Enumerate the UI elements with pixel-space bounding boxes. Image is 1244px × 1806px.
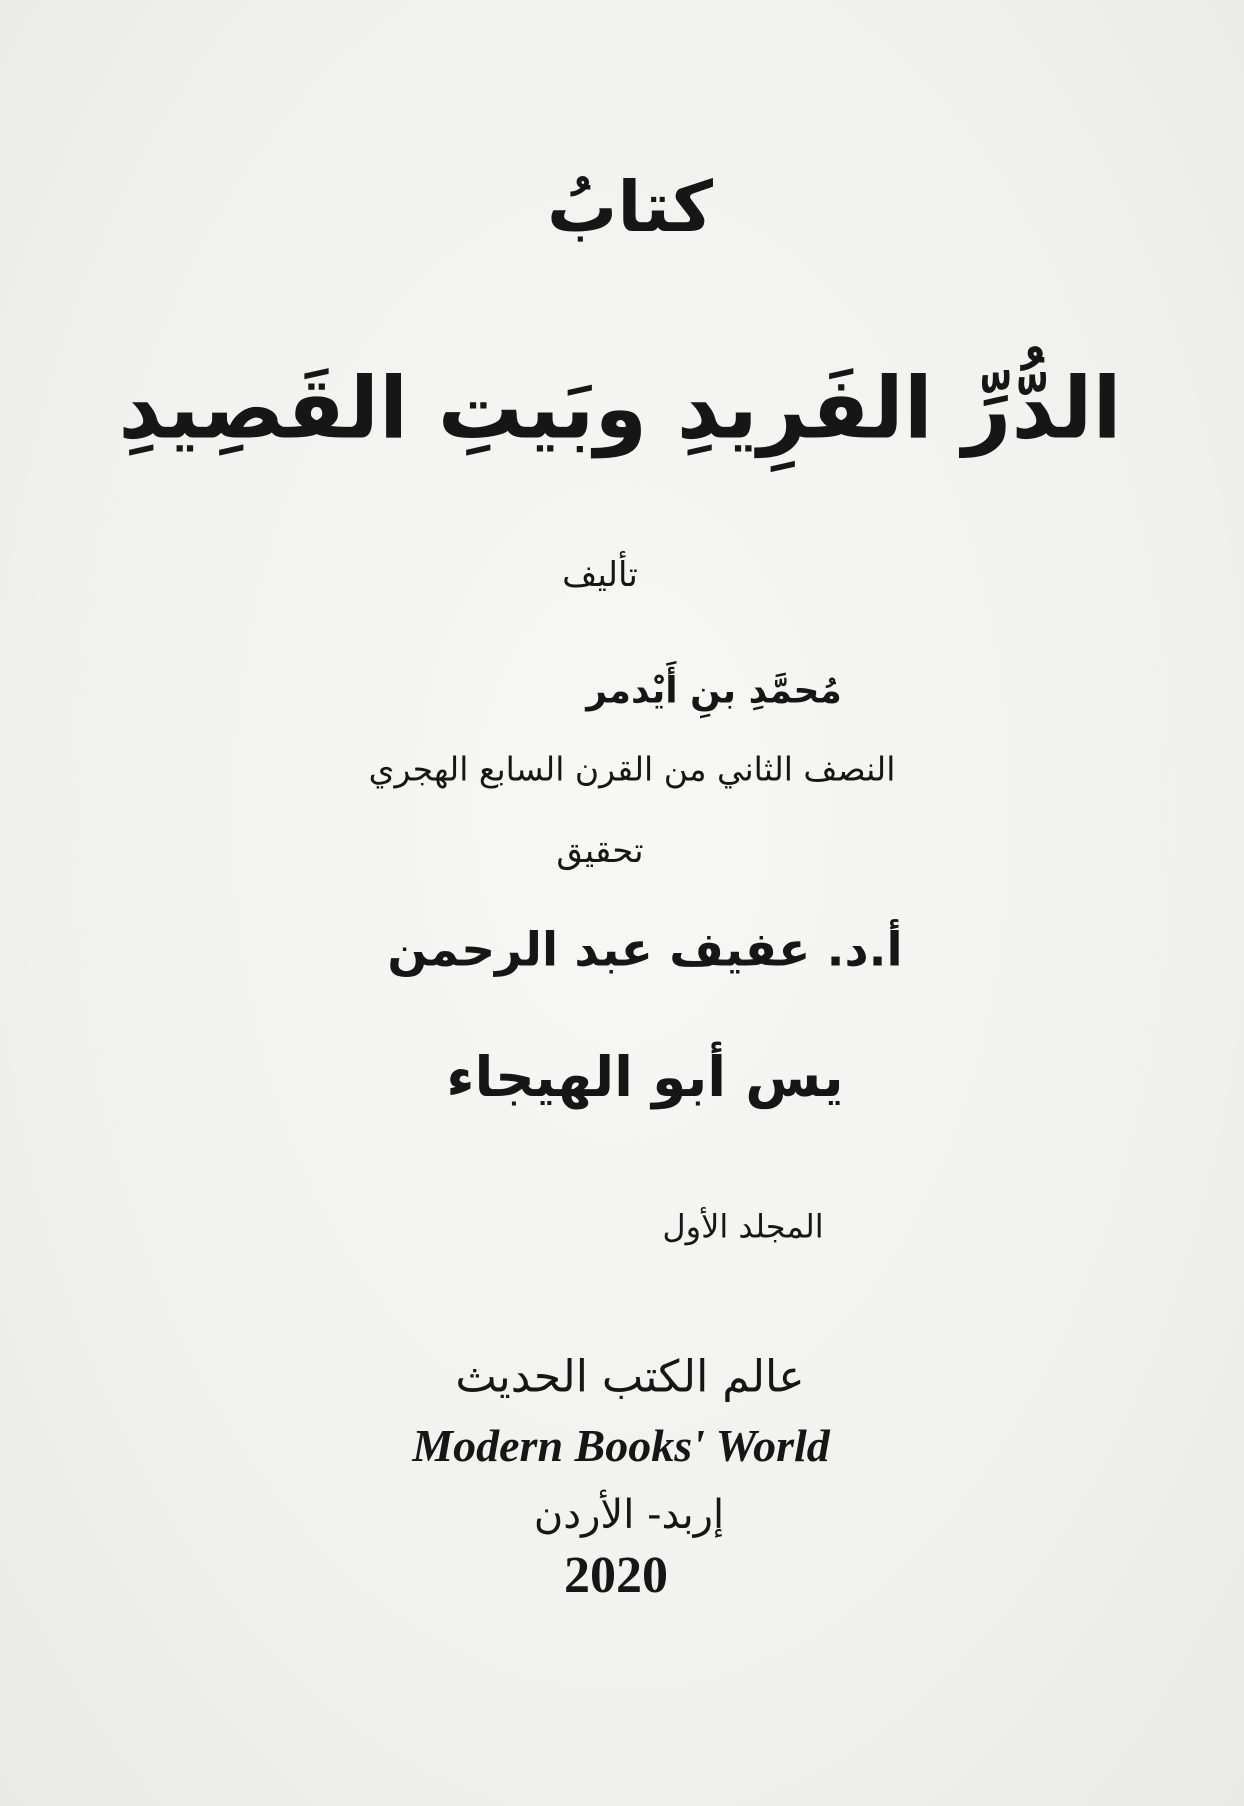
author-name: مُحمَّدِ بنِ أَيْدمر <box>586 670 842 712</box>
editor-name: يس أبو الهيجاء <box>446 1044 844 1109</box>
publisher-city: إربد- الأردن <box>533 1492 725 1538</box>
publication-year: 2020 <box>564 1546 668 1604</box>
editor-name: أ.د. عفيف عبد الرحمن <box>387 922 903 978</box>
publisher-name-arabic: عالم الكتب الحديث <box>455 1351 805 1403</box>
author-era: النصف الثاني من القرن السابع الهجري <box>368 749 896 789</box>
publisher-name-english: Modern Books' World <box>412 1419 830 1471</box>
author-label: تأليف <box>562 555 638 596</box>
editor-label: تحقيق <box>556 831 644 872</box>
book-title-prefix: كتابُ <box>547 165 713 248</box>
volume-label: المجلد الأول <box>662 1207 824 1246</box>
book-title: الدُّرِّ الفَرِيدِ وبَيتِ القَصِيدِ <box>118 359 1122 459</box>
